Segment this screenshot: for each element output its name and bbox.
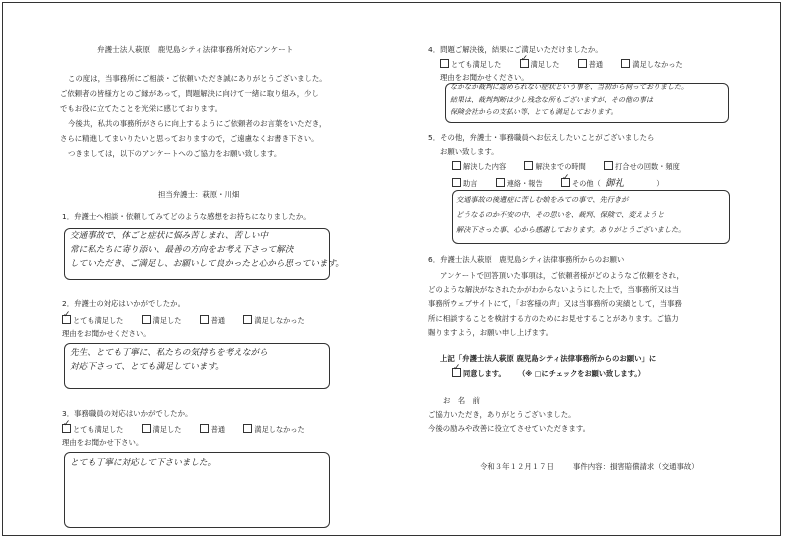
option-label: とても満足した xyxy=(73,316,124,325)
q6-agree-row xyxy=(452,368,661,378)
handwritten-line: 先生、とても丁寧に、私たちの気持ちを考えながら xyxy=(70,348,268,358)
q5-option-advice[interactable] xyxy=(452,179,477,188)
option-label: 満足した xyxy=(530,60,560,69)
q2-options xyxy=(62,315,321,325)
q6-body xyxy=(428,269,738,340)
matter-description: 事件内容：損害賠償請求（交通事故） xyxy=(573,462,699,471)
q3-option-very-satisfied[interactable] xyxy=(62,425,123,434)
q4-answer xyxy=(450,81,688,119)
option-label: 普通 xyxy=(210,316,226,325)
q3-answer xyxy=(70,456,216,470)
q5-sub: お願い致します。 xyxy=(440,147,499,156)
checkbox-icon[interactable] xyxy=(243,424,252,433)
checkbox-checked-icon[interactable] xyxy=(62,424,71,433)
q3-option-not-satisfied[interactable] xyxy=(243,425,304,434)
handwritten-line: 解決下さった事、心から感謝しております。ありがとうございました。 xyxy=(456,225,686,234)
q3-option-normal[interactable] xyxy=(200,425,225,434)
q4-option-not-satisfied[interactable] xyxy=(621,60,682,69)
option-label: 満足しなかった xyxy=(254,425,305,434)
q3-question: 3．事務職員の対応はいかがでしたか。 xyxy=(62,409,193,418)
checkbox-icon[interactable] xyxy=(440,59,449,68)
checkbox-icon[interactable] xyxy=(452,178,461,187)
option-label: 解決までの時間 xyxy=(535,162,586,171)
q3-reason-label: 理由をお聞かせ下さい。 xyxy=(62,438,144,447)
option-label: 満足しなかった xyxy=(632,60,683,69)
q5-other-close: ） xyxy=(656,179,664,188)
option-label: 満足した xyxy=(152,425,182,434)
checkbox-icon[interactable] xyxy=(524,161,533,170)
handwritten-line: なかなか裁判に認められない症状という事を、当初から伺っておりました。 xyxy=(450,83,688,91)
q5-question: 5．その他，弁護士・事務職員へお伝えしたいことがございましたら xyxy=(428,133,655,142)
handwritten-line: とても丁寧に対応して下さいました。 xyxy=(70,458,217,468)
closing-line: 今後の励みや改善に役立てさせていただきます。 xyxy=(428,424,591,433)
checkbox-icon[interactable] xyxy=(243,315,252,324)
q5-option-contact[interactable] xyxy=(496,179,543,188)
closing-line: ご協力いただき，ありがとうございました。 xyxy=(428,410,576,419)
q2-question: 2．弁護士の対応はいかがでしたか。 xyxy=(62,299,185,308)
q2-option-normal[interactable] xyxy=(200,316,225,325)
checkbox-icon[interactable] xyxy=(200,424,209,433)
q2-answer xyxy=(70,346,268,374)
checkbox-checked-icon[interactable] xyxy=(62,315,71,324)
option-label: 普通 xyxy=(210,425,226,434)
intro-line: でもお役に立てたことを光栄に感じております。 xyxy=(60,104,223,113)
q5-answer xyxy=(456,192,685,237)
checkbox-checked-icon[interactable] xyxy=(561,178,570,187)
lawyer-in-charge: 担当弁護士：萩原・川畑 xyxy=(158,190,240,199)
q6-agree-checkbox[interactable] xyxy=(452,369,506,378)
q6-request: 上記「弁護士法人萩原 鹿児島シティ法律事務所からのお願い」に xyxy=(440,354,657,363)
option-label: 打合せの回数・頻度 xyxy=(615,162,680,171)
survey-title: 弁護士法人萩原 鹿児島シティ法律事務所対応アンケート xyxy=(97,45,294,54)
handwritten-line: 対応下さって、とても満足しています。 xyxy=(70,362,224,372)
q4-option-normal[interactable] xyxy=(578,60,603,69)
q5-option-result[interactable] xyxy=(452,162,506,171)
q5-options-row2 xyxy=(452,177,680,191)
intro-line: この度は，当事務所にご相談・ご依頼いただき誠にありがとうございました。 xyxy=(68,74,327,83)
intro-paragraph xyxy=(60,71,350,161)
handwritten-line: 交通事故で、体ごと症状に悩み苦しまれ、苦しい中 xyxy=(70,231,269,241)
option-label: 連絡・報告 xyxy=(506,179,543,188)
checkbox-checked-icon[interactable] xyxy=(452,368,461,377)
checkbox-icon[interactable] xyxy=(142,424,151,433)
option-label: その他（ xyxy=(571,179,601,188)
checkbox-icon[interactable] xyxy=(200,315,209,324)
checkbox-icon[interactable] xyxy=(621,59,630,68)
q3-option-satisfied[interactable] xyxy=(142,425,182,434)
q4-options xyxy=(440,59,699,69)
checkbox-icon[interactable] xyxy=(578,59,587,68)
q1-question: 1．弁護士へ相談・依頼してみてどのような感想をお持ちになりましたか。 xyxy=(62,212,311,221)
option-label: とても満足した xyxy=(451,60,502,69)
handwritten-line: どうなるのか不安の中、その思いを、裁判、保険で、変えようと xyxy=(456,210,665,219)
checkbox-icon[interactable] xyxy=(604,161,613,170)
intro-line: 今後共，私共の事務所がさらに向上するようにご依頼者のお言葉をいただき， xyxy=(68,119,327,128)
q5-other-text: 御礼 xyxy=(605,178,625,189)
q6-body-line: アンケートで回答頂いた事項は，ご依頼者様がどのようなご依頼をされ， xyxy=(440,271,684,280)
intro-line: ご依頼者の皆様方とのご縁があって，問題解決に向けて一緒に取り組み，少し xyxy=(60,89,319,98)
q5-option-meetings[interactable] xyxy=(604,162,680,171)
q2-option-satisfied[interactable] xyxy=(142,316,182,325)
handwritten-line: 常に私たちに寄り添い、最善の方向をお考え下さって解決 xyxy=(70,245,294,255)
checkbox-icon[interactable] xyxy=(452,161,461,170)
q6-body-line: 賜りますよう，お願い申し上げます。 xyxy=(428,327,554,337)
handwritten-line: 交通事故の後遺症に苦しむ娘をみての事で、先行きが xyxy=(456,195,629,204)
name-label: お 名 前 xyxy=(443,396,480,405)
survey-date: 令和３年１２月１７日 xyxy=(480,462,554,471)
option-label: 解決した内容 xyxy=(463,162,507,171)
checkbox-checked-icon[interactable] xyxy=(520,59,529,68)
q2-option-not-satisfied[interactable] xyxy=(243,316,304,325)
checkbox-icon[interactable] xyxy=(496,178,505,187)
handwritten-line: 結果は、裁判判断は少し残念な所もございますが、その他の事は xyxy=(450,95,653,104)
q1-answer xyxy=(70,229,344,271)
option-label: 助言 xyxy=(463,179,478,188)
handwritten-line: していただき、ご満足し、お願いして良かったと心から思っています。 xyxy=(70,259,344,269)
q4-option-satisfied[interactable] xyxy=(520,60,560,69)
q4-option-very-satisfied[interactable] xyxy=(440,60,501,69)
q6-body-line: 所に相談することを検討する方のためにお見せすることがあります。ご協力 xyxy=(428,313,679,323)
q6-body-line: どのような解決がなされたかがわからないようにした上で，当事務所又は当 xyxy=(428,285,680,295)
q5-options-row1 xyxy=(452,161,696,171)
q5-option-time[interactable] xyxy=(524,162,585,171)
q2-reason-label: 理由をお聞かせください。 xyxy=(62,329,151,338)
q6-question: 6．弁護士法人萩原 鹿児島シティ法律事務所からのお願い xyxy=(428,255,625,264)
q4-question: 4．問題ご解決後，結果にご満足いただけましたか。 xyxy=(428,45,603,54)
handwritten-line: 保険会社からの支払い等、とても満足しております。 xyxy=(450,108,618,116)
intro-line: つきましては，以下のアンケートへのご協力をお願い致します。 xyxy=(68,149,282,158)
agree-label: 同意します。 xyxy=(463,369,506,378)
option-label: 普通 xyxy=(588,60,604,69)
q6-agree-note: （※ □にチェックをお願い致します。） xyxy=(518,369,645,378)
intro-line: さらに精進してまいりたいと思っておりますので，ご遠慮なくお書き下さい。 xyxy=(60,134,319,143)
option-label: 満足した xyxy=(152,316,182,325)
q2-option-very-satisfied[interactable] xyxy=(62,316,123,325)
checkbox-icon[interactable] xyxy=(142,315,151,324)
q5-option-other[interactable] xyxy=(561,179,601,188)
option-label: 満足しなかった xyxy=(254,316,305,325)
q3-options xyxy=(62,424,321,434)
q6-body-line: 事務所ウェブサイトにて，「お客様の声」又は当事務所の実績として，当事務 xyxy=(428,299,682,309)
q4-reason-label: 理由をお聞かせください。 xyxy=(440,73,529,82)
option-label: とても満足した xyxy=(73,425,124,434)
